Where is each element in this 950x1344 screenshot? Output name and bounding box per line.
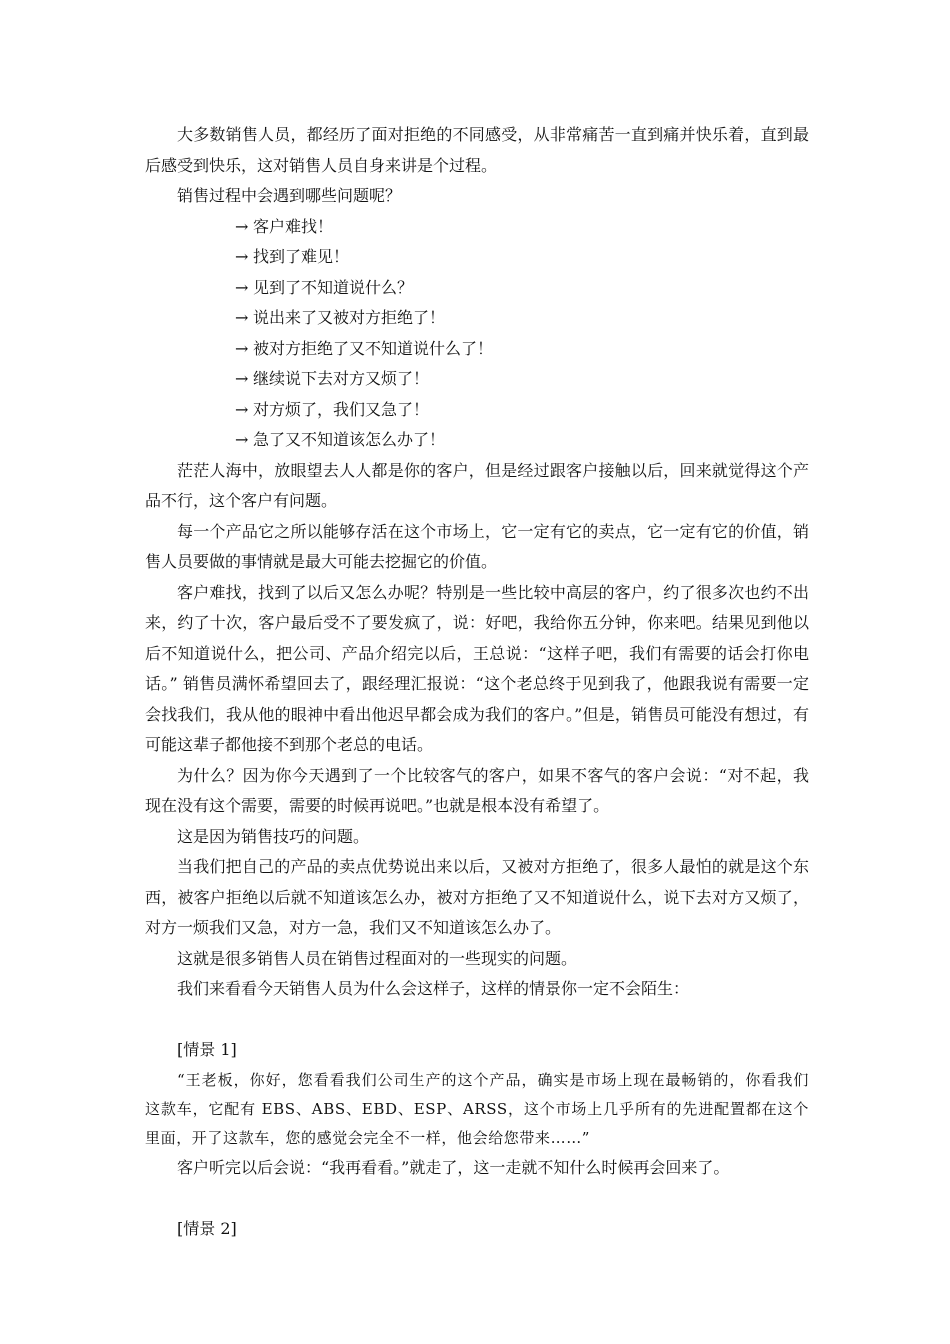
- list-item: [145, 334, 809, 365]
- body-paragraph: 客户难找，找到了以后又怎么办呢？特别是一些比较中高层的客户，约了很多次也约不出来，约了十次，客户最后受不了要发疯了，说：好吧，我给你五分钟，你来吧。结果见到他以后不知道说什么，把公司、产品介绍完以后，王总说：“这样子吧，我们有需要的话会打你电话。” 销售员满怀希望回去了，跟经理汇报说：“这个老总终于见到我了，他跟我说有需要一定会找我们，我从他的眼神中看出他迟早都会成为我们的客户。”但是，销售员可能没有想过，有可能这辈子都他接不到那个老总的电话。: [145, 582, 809, 754]
- arrow-right-icon: →: [235, 369, 249, 388]
- list-item-text: 说出来了又被对方拒绝了！: [253, 308, 446, 327]
- arrow-right-icon: →: [235, 308, 249, 327]
- blank-line: [145, 1005, 809, 1036]
- list-item-text: 对方烦了，我们又急了！: [253, 399, 430, 419]
- list-item: [145, 425, 809, 456]
- list-item: [145, 364, 809, 395]
- arrow-right-icon: →: [235, 247, 249, 266]
- scene-1-quote: “王老板，你好，您看看我们公司生产的这个产品，确实是市场上现在最畅销的，你看我们这款车，它配有 EBS、ABS、EBD、ESP、ARSS，这个市场上几乎所有的先进配置都在这个里面，开了这款车，您的感觉会完全不一样，他会给您带来……”: [145, 1070, 809, 1147]
- list-item-text: 被对方拒绝了又不知道说什么了！: [253, 338, 494, 358]
- list-item: [145, 212, 809, 243]
- document-page: [145, 120, 809, 1244]
- list-item: [145, 303, 809, 334]
- body-paragraph: 这就是很多销售人员在销售过程面对的一些现实的问题。: [177, 948, 578, 968]
- body-paragraph: 每一个产品它之所以能够存活在这个市场上，它一定有它的卖点，它一定有它的价值，销售人员要做的事情就是最大可能去挖掘它的价值。: [145, 521, 809, 571]
- arrow-right-icon: →: [235, 338, 249, 358]
- arrow-right-icon: →: [235, 430, 249, 449]
- scene-2-heading: [情景 2]: [177, 1218, 237, 1238]
- body-paragraph: 茫茫人海中，放眼望去人人都是你的客户，但是经过跟客户接触以后，回来就觉得这个产品不行，这个客户有问题。: [145, 460, 809, 510]
- intro-paragraph: 大多数销售人员，都经历了面对拒绝的不同感受，从非常痛苦一直到痛并快乐着，直到最后感受到快乐，这对销售人员自身来讲是个过程。: [145, 125, 809, 175]
- arrow-right-icon: →: [235, 399, 249, 419]
- scene-1-followup: 客户听完以后会说：“我再看看。”就走了，这一走就不知什么时候再会回来了。: [177, 1157, 730, 1177]
- list-item-text: 客户难找！: [253, 216, 334, 236]
- list-item-text: 急了又不知道该怎么办了！: [253, 430, 446, 449]
- arrow-right-icon: →: [235, 216, 249, 236]
- problem-list: [145, 212, 809, 456]
- body-paragraph: 这是因为销售技巧的问题。: [177, 826, 370, 846]
- list-item: [145, 242, 809, 273]
- body-paragraph: 当我们把自己的产品的卖点优势说出来以后，又被对方拒绝了，很多人最怕的就是这个东西，被客户拒绝以后就不知道该怎么办，被对方拒绝了又不知道说什么，说下去对方又烦了，对方一烦我们又急，对方一急，我们又不知道该怎么办了。: [145, 857, 809, 937]
- scene-1-heading: [情景 1]: [177, 1040, 237, 1059]
- body-paragraph: 我们来看看今天销售人员为什么会这样子，这样的情景你一定不会陌生：: [177, 979, 690, 998]
- list-item-text: 继续说下去对方又烦了！: [253, 369, 430, 388]
- arrow-right-icon: →: [235, 277, 249, 297]
- body-paragraph: 为什么？因为你今天遇到了一个比较客气的客户，如果不客气的客户会说：“对不起，我现在没有这个需要，需要的时候再说吧。”也就是根本没有希望了。: [145, 765, 809, 815]
- list-item-text: 找到了难见！: [253, 247, 350, 266]
- list-item-text: 见到了不知道说什么？: [253, 277, 414, 297]
- blank-line: [145, 1183, 809, 1214]
- question-paragraph: 销售过程中会遇到哪些问题呢？: [177, 186, 402, 205]
- list-item: [145, 273, 809, 304]
- list-item: [145, 395, 809, 426]
